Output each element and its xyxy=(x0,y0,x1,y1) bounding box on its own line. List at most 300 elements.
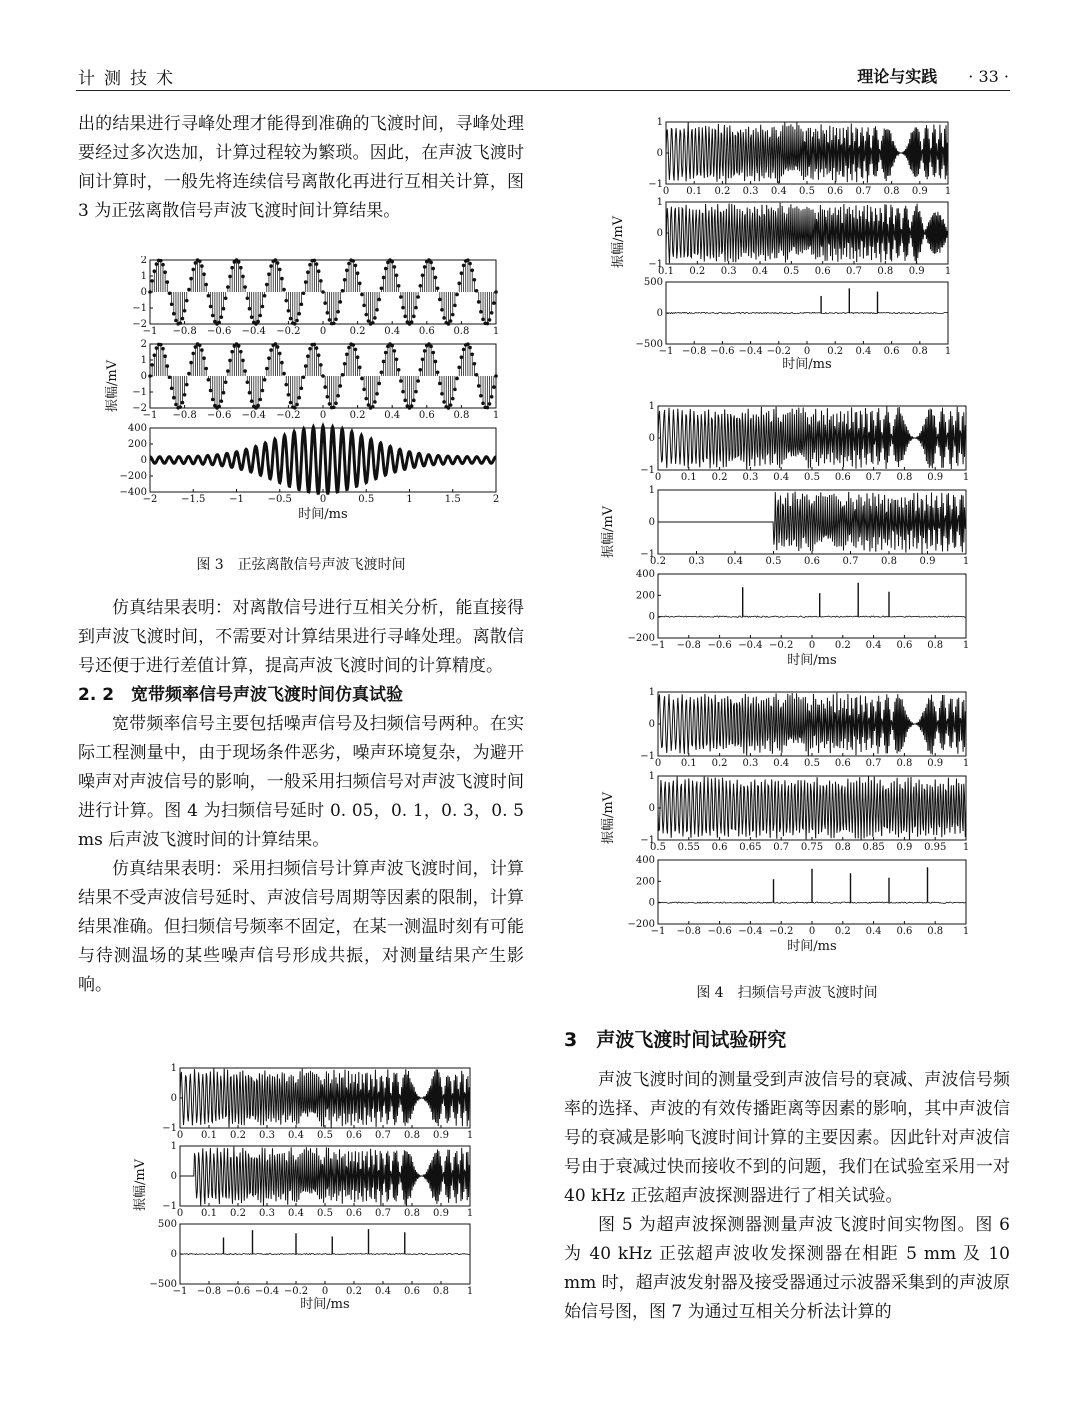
sample-point xyxy=(447,406,451,410)
x-tick-label: 0 xyxy=(321,1286,329,1297)
sample-point xyxy=(466,342,470,346)
x-tick-label: 0.1 xyxy=(658,266,674,277)
sample-point xyxy=(289,317,293,321)
sweep-signal xyxy=(180,1069,470,1128)
sample-point xyxy=(438,298,442,302)
y-tick-label: 0 xyxy=(170,1171,177,1182)
sample-point xyxy=(345,268,349,272)
y-tick-label: −1 xyxy=(132,387,147,398)
x-tick-label: 0.6 xyxy=(827,186,844,197)
x-tick-label: 0.4 xyxy=(384,410,401,421)
x-tick-label: 0 xyxy=(319,494,327,505)
sample-point xyxy=(473,362,477,366)
section-name: 理论与实践 xyxy=(857,67,938,86)
x-tick-label: 0 xyxy=(319,410,327,421)
sample-point xyxy=(403,399,407,403)
sample-point xyxy=(230,350,234,354)
x-tick-label: 0.8 xyxy=(404,1208,420,1219)
y-tick-label: 400 xyxy=(635,855,655,866)
x-tick-label: 0.6 xyxy=(896,640,913,651)
y-axis-label: 振幅/mV xyxy=(105,359,120,413)
x-tick-label: 0.5 xyxy=(358,494,375,505)
sample-point xyxy=(351,259,355,263)
sample-point xyxy=(371,405,375,409)
sample-point xyxy=(384,267,388,271)
sample-point xyxy=(431,267,435,271)
sample-point xyxy=(397,284,401,288)
sample-point xyxy=(153,353,157,357)
sample-point xyxy=(258,314,262,318)
x-tick-label: 0 xyxy=(803,346,811,357)
x-tick-label: −0.2 xyxy=(769,640,794,651)
sample-point xyxy=(267,356,271,360)
x-tick-label: 1 xyxy=(962,758,970,769)
paragraph: 声波飞渡时间的测量受到声波信号的衰减、声波信号频率的选择、声波的有效传播距离等因素的影响，其中声波信号的衰减是影响飞渡时间计算的主要因素。因此针对声波信号由于衰减过快而接收不到的问题，我们在试验室采用一对 40 kHz 正弦超声波探测器进行了相关试验。 xyxy=(564,1070,1010,1206)
x-tick-label: 0.9 xyxy=(911,186,928,197)
sample-point xyxy=(390,260,394,264)
sample-point xyxy=(191,352,195,356)
paragraph: 仿真结果表明：采用扫频信号计算声波飞渡时间，计算结果不受声波信号延时、声波信号周期等因素的限制，计算结果准确。但扫频信号频率不固定，在某一测温时刻有可能与待测温场的某些噪声信号形成共振，对测量结果产生影响。 xyxy=(78,859,524,995)
sample-point xyxy=(436,370,440,374)
x-tick-label: 0.8 xyxy=(433,1286,449,1297)
sample-point xyxy=(339,384,343,388)
sample-point xyxy=(336,310,340,314)
x-tick-label: 0.2 xyxy=(689,266,706,277)
x-tick-label: 0.9 xyxy=(908,266,925,277)
x-tick-label: 0 xyxy=(654,758,662,769)
x-tick-label: 1 xyxy=(962,472,970,483)
sample-point xyxy=(300,386,304,390)
x-tick-label: −0.6 xyxy=(225,1286,251,1297)
x-tick-label: 0.8 xyxy=(877,266,894,277)
journal-name: 计测技术 xyxy=(78,69,182,89)
sample-point xyxy=(261,389,265,393)
x-tick-label: 0.3 xyxy=(688,556,705,567)
sample-point xyxy=(442,400,446,404)
sample-point xyxy=(481,317,485,321)
sample-point xyxy=(440,308,444,312)
sample-point xyxy=(399,295,403,299)
sample-point xyxy=(217,405,221,409)
x-tick-label: 0.3 xyxy=(742,472,759,483)
sample-point xyxy=(308,347,312,351)
sample-point xyxy=(308,263,312,267)
sample-point xyxy=(336,394,340,398)
sample-point xyxy=(172,312,176,316)
sample-point xyxy=(395,273,399,277)
x-tick-label: 0.8 xyxy=(927,926,944,937)
x-tick-label: −0.4 xyxy=(738,926,763,937)
figure-4-b xyxy=(600,400,974,688)
y-tick-label: −1 xyxy=(648,259,663,270)
y-tick-label: 1 xyxy=(140,271,147,282)
x-tick-label: 0.8 xyxy=(896,472,913,483)
sample-point xyxy=(488,318,492,322)
x-tick-label: 0.8 xyxy=(881,556,897,567)
left-column-body xyxy=(78,594,524,1000)
sample-point xyxy=(442,316,446,320)
sample-point xyxy=(217,321,221,325)
x-tick-label: 0 xyxy=(662,186,670,197)
sample-point xyxy=(328,318,332,322)
x-tick-label: −1 xyxy=(172,1286,188,1297)
y-tick-label: 0 xyxy=(648,517,655,528)
sample-point xyxy=(161,347,165,351)
x-tick-label: 0.3 xyxy=(742,758,759,769)
sample-point xyxy=(423,349,427,353)
sample-point xyxy=(280,361,284,365)
correlation-curve xyxy=(150,426,496,493)
y-tick-label: 1 xyxy=(648,401,655,412)
sample-point xyxy=(429,261,433,265)
paragraph: 图 5 为超声波探测器测量声波飞渡时间实物图。图 6 为 40 kHz 正弦超声波收发探测器在相距 5 mm 及 10 mm 时，超声波发射器及接受器通过示波器采集到的声波原始信号图，图 7 为通过互相关分析法计算的 xyxy=(564,1215,1010,1322)
y-tick-label: −1 xyxy=(640,751,655,762)
sample-point xyxy=(297,396,301,400)
x-tick-label: −0.2 xyxy=(769,926,794,937)
sample-point xyxy=(183,393,187,397)
sample-point xyxy=(256,404,260,408)
y-tick-label: 400 xyxy=(127,423,147,434)
sample-point xyxy=(166,364,170,368)
sample-point xyxy=(198,343,202,347)
sample-point xyxy=(243,369,247,373)
sample-point xyxy=(380,286,384,290)
sample-point xyxy=(321,374,325,378)
sample-point xyxy=(460,271,464,275)
sample-point xyxy=(315,346,319,350)
sample-point xyxy=(174,403,178,407)
x-tick-label: 0.4 xyxy=(288,1130,304,1141)
sample-point xyxy=(250,399,254,403)
x-tick-label: −0.6 xyxy=(207,326,232,337)
sample-point xyxy=(321,290,325,294)
sample-point xyxy=(414,306,418,310)
x-axis-label: 时间/ms xyxy=(787,939,837,954)
sample-point xyxy=(362,388,366,392)
x-tick-label: 0.1 xyxy=(201,1130,217,1141)
sample-point xyxy=(347,262,351,266)
sample-point xyxy=(494,290,498,294)
x-tick-label: 0.3 xyxy=(742,186,759,197)
sample-point xyxy=(470,352,474,356)
sample-point xyxy=(148,290,152,294)
sample-point xyxy=(341,373,345,377)
y-tick-label: 0 xyxy=(170,1249,177,1260)
sample-point xyxy=(326,311,330,315)
sample-point xyxy=(479,310,483,314)
y-axis-label: 振幅/mV xyxy=(611,215,626,269)
sample-point xyxy=(323,301,327,305)
sample-point xyxy=(377,298,381,302)
x-tick-label: 0.8 xyxy=(834,842,851,853)
sample-point xyxy=(375,308,379,312)
y-tick-label: 2 xyxy=(140,256,147,266)
x-tick-label: 0.3 xyxy=(259,1130,275,1141)
sample-point xyxy=(328,402,332,406)
sample-point xyxy=(170,386,174,390)
sample-point xyxy=(222,391,226,395)
x-tick-label: 0.6 xyxy=(814,266,831,277)
sample-point xyxy=(265,367,269,371)
sample-point xyxy=(163,354,167,358)
sample-point xyxy=(399,379,403,383)
sample-point xyxy=(416,379,420,383)
x-tick-label: −0.4 xyxy=(738,640,763,651)
x-tick-label: 0.2 xyxy=(711,758,728,769)
y-tick-label: −200 xyxy=(119,471,147,482)
sample-point xyxy=(358,282,362,286)
sample-point xyxy=(204,283,208,287)
figure-3 xyxy=(104,256,504,538)
sample-point xyxy=(373,316,377,320)
y-tick-label: −500 xyxy=(635,339,663,350)
sample-point xyxy=(168,291,172,295)
sample-point xyxy=(468,346,472,350)
y-tick-label: 0 xyxy=(648,719,655,730)
sample-point xyxy=(237,260,241,264)
sample-point xyxy=(460,355,464,359)
correlation-noise xyxy=(666,312,948,313)
x-tick-label: 0.4 xyxy=(855,346,872,357)
sample-point xyxy=(209,305,213,309)
sample-point xyxy=(449,403,453,407)
sample-point xyxy=(185,383,189,387)
x-tick-label: 0.75 xyxy=(800,842,824,853)
x-tick-label: 0.1 xyxy=(680,758,697,769)
x-tick-label: −0.4 xyxy=(241,326,266,337)
x-tick-label: −0.8 xyxy=(172,326,197,337)
plot-frame xyxy=(658,574,966,638)
sample-point xyxy=(170,302,174,306)
sample-point xyxy=(334,401,338,405)
sample-point xyxy=(403,315,407,319)
y-tick-label: −200 xyxy=(627,919,655,930)
x-tick-label: 0.6 xyxy=(418,410,435,421)
sample-point xyxy=(185,299,189,303)
y-tick-label: −1 xyxy=(162,1201,177,1212)
x-tick-label: 1.5 xyxy=(444,494,461,505)
y-tick-label: 0 xyxy=(140,371,147,382)
sample-point xyxy=(163,270,167,274)
x-tick-label: 0.7 xyxy=(855,186,872,197)
sample-point xyxy=(269,348,273,352)
sample-point xyxy=(470,268,474,272)
sample-point xyxy=(261,305,265,309)
x-tick-label: −0.5 xyxy=(267,494,292,505)
x-tick-label: 1 xyxy=(944,266,952,277)
x-tick-label: 0.9 xyxy=(927,472,944,483)
y-tick-label: 400 xyxy=(635,569,655,580)
x-tick-label: 0.5 xyxy=(650,842,666,853)
header-rule xyxy=(76,90,1010,91)
sample-point xyxy=(224,296,228,300)
sample-point xyxy=(410,404,414,408)
x-tick-label: 0.4 xyxy=(865,926,882,937)
x-tick-label: −2 xyxy=(142,494,158,505)
sample-point xyxy=(436,286,440,290)
sample-point xyxy=(486,406,490,410)
x-tick-label: 0.7 xyxy=(865,758,882,769)
sample-point xyxy=(412,399,416,403)
x-tick-label: 2 xyxy=(492,494,500,505)
sample-point xyxy=(490,311,494,315)
x-tick-label: 0.6 xyxy=(883,346,900,357)
sample-point xyxy=(181,317,185,321)
sample-point xyxy=(397,368,401,372)
sample-point xyxy=(287,309,291,313)
x-tick-label: 0.4 xyxy=(384,326,401,337)
x-tick-label: 0.2 xyxy=(714,186,731,197)
sample-point xyxy=(284,299,288,303)
sample-point xyxy=(155,346,159,350)
sweep-signal xyxy=(180,1147,470,1206)
sample-point xyxy=(168,375,172,379)
paragraph: 出的结果进行寻峰处理才能得到准确的飞渡时间，寻峰处理要经过多次迭加，计算过程较为繁琐。因此，在声波飞渡时间计算时，一般先将连续信号离散化再进行互相关计算，图 3 为正弦离散信号声波飞渡时间计算结果。 xyxy=(78,114,524,221)
x-tick-label: 0 xyxy=(654,472,662,483)
y-tick-label: 200 xyxy=(635,590,655,602)
sample-point xyxy=(211,398,215,402)
sample-point xyxy=(248,307,252,311)
x-tick-label: −1 xyxy=(142,410,158,421)
x-tick-label: 0.4 xyxy=(773,758,790,769)
y-tick-label: 1 xyxy=(648,687,655,698)
sample-point xyxy=(246,380,250,384)
x-tick-label: 1 xyxy=(944,346,952,357)
sample-point xyxy=(200,264,204,268)
figure-4-d xyxy=(132,1062,478,1332)
sample-point xyxy=(304,364,308,368)
x-tick-label: 0.6 xyxy=(834,758,851,769)
figure-4-a xyxy=(610,116,956,392)
sample-point xyxy=(323,385,327,389)
sample-point xyxy=(280,277,284,281)
sample-point xyxy=(345,352,349,356)
sample-point xyxy=(317,353,321,357)
right-column-body xyxy=(564,1066,1010,1327)
x-axis-label: 时间/ms xyxy=(298,507,348,522)
sample-point xyxy=(319,279,323,283)
sample-point xyxy=(451,313,455,317)
x-tick-label: 0.2 xyxy=(230,1208,246,1219)
sample-point xyxy=(377,382,381,386)
page-header-right xyxy=(857,64,1009,87)
sample-point xyxy=(343,362,347,366)
sample-point xyxy=(326,395,330,399)
sample-point xyxy=(317,269,321,273)
x-tick-label: −0.4 xyxy=(254,1286,280,1297)
x-tick-label: 0.2 xyxy=(349,326,366,337)
sample-point xyxy=(302,291,306,295)
x-tick-label: 0.9 xyxy=(433,1130,449,1141)
x-tick-label: 0.6 xyxy=(346,1130,362,1141)
sample-point xyxy=(284,383,288,387)
y-tick-label: −1 xyxy=(648,179,663,190)
sample-point xyxy=(367,319,371,323)
x-tick-label: 1 xyxy=(944,186,952,197)
sample-point xyxy=(159,259,163,263)
y-tick-label: 1 xyxy=(648,771,655,782)
paragraph: 仿真结果表明：对离散信号进行互相关分析，能直接得到声波飞渡时间，不需要对计算结果进行寻峰处理。离散信号还便于进行差值计算，提高声波飞渡时间的计算精度。 xyxy=(78,598,524,676)
x-tick-label: 0.2 xyxy=(834,926,851,937)
x-tick-label: 0.95 xyxy=(924,842,947,853)
y-tick-label: −2 xyxy=(132,319,147,330)
sample-point xyxy=(150,279,154,283)
sample-point xyxy=(304,280,308,284)
y-tick-label: 1 xyxy=(656,197,663,208)
sample-point xyxy=(293,322,297,326)
y-tick-label: −1 xyxy=(640,549,655,560)
x-tick-label: 1 xyxy=(406,494,413,505)
sample-point xyxy=(492,301,496,305)
sample-point xyxy=(477,384,481,388)
sample-point xyxy=(278,352,282,356)
sample-point xyxy=(198,259,202,263)
sample-point xyxy=(375,392,379,396)
sweep-signal xyxy=(658,407,966,470)
y-tick-label: −2 xyxy=(132,403,147,414)
sample-point xyxy=(347,346,351,350)
sample-point xyxy=(401,306,405,310)
x-tick-label: −1 xyxy=(142,326,158,337)
x-tick-label: 0.5 xyxy=(765,556,782,567)
x-axis-label: 时间/ms xyxy=(782,357,832,372)
sample-point xyxy=(265,283,269,287)
sample-point xyxy=(416,295,420,299)
x-tick-label: 0.1 xyxy=(686,186,703,197)
x-tick-label: 0.4 xyxy=(773,472,790,483)
x-tick-label: −0.6 xyxy=(710,346,735,357)
x-tick-label: 0.7 xyxy=(842,556,859,567)
x-tick-label: 0.6 xyxy=(346,1208,362,1219)
sample-point xyxy=(202,272,206,276)
x-tick-label: 0.8 xyxy=(883,186,900,197)
paragraph: 宽带频率信号主要包括噪声信号及扫频信号两种。在实际工程测量中，由于现场条件恶劣，噪声环境复杂，为避开噪声对声波信号的影响，一般采用扫频信号对声波飞渡时间进行计算。图 4 为扫频信号延时 0. 05，0. 1，0. 3，0. 5 ms 后声波飞渡时间的计算结果。 xyxy=(78,714,524,850)
x-tick-label: 0.7 xyxy=(375,1208,391,1219)
sweep-signal xyxy=(666,122,948,184)
sample-point xyxy=(302,375,306,379)
sample-point xyxy=(220,399,224,403)
sample-point xyxy=(358,366,362,370)
x-tick-label: 0.9 xyxy=(919,556,936,567)
sample-point xyxy=(248,391,252,395)
sample-point xyxy=(178,405,182,409)
sample-point xyxy=(431,351,435,355)
y-tick-label: 0 xyxy=(170,1093,177,1104)
sample-point xyxy=(339,300,343,304)
sample-point xyxy=(419,284,423,288)
sample-point xyxy=(341,289,345,293)
x-tick-label: −0.2 xyxy=(766,346,791,357)
x-tick-label: 0.8 xyxy=(911,346,928,357)
x-tick-label: −0.8 xyxy=(676,926,701,937)
y-tick-label: 1 xyxy=(656,117,663,128)
sample-point xyxy=(194,345,198,349)
sample-point xyxy=(343,278,347,282)
sample-point xyxy=(449,319,453,323)
x-tick-label: 0.8 xyxy=(453,410,470,421)
sample-point xyxy=(356,355,360,359)
sample-point xyxy=(473,278,477,282)
x-tick-label: 0.4 xyxy=(770,186,787,197)
sample-point xyxy=(492,385,496,389)
sample-point xyxy=(194,261,198,265)
sample-point xyxy=(490,395,494,399)
sample-point xyxy=(332,406,336,410)
sample-point xyxy=(287,393,291,397)
y-tick-label: −1 xyxy=(132,303,147,314)
sample-point xyxy=(494,374,498,378)
sample-point xyxy=(181,401,185,405)
